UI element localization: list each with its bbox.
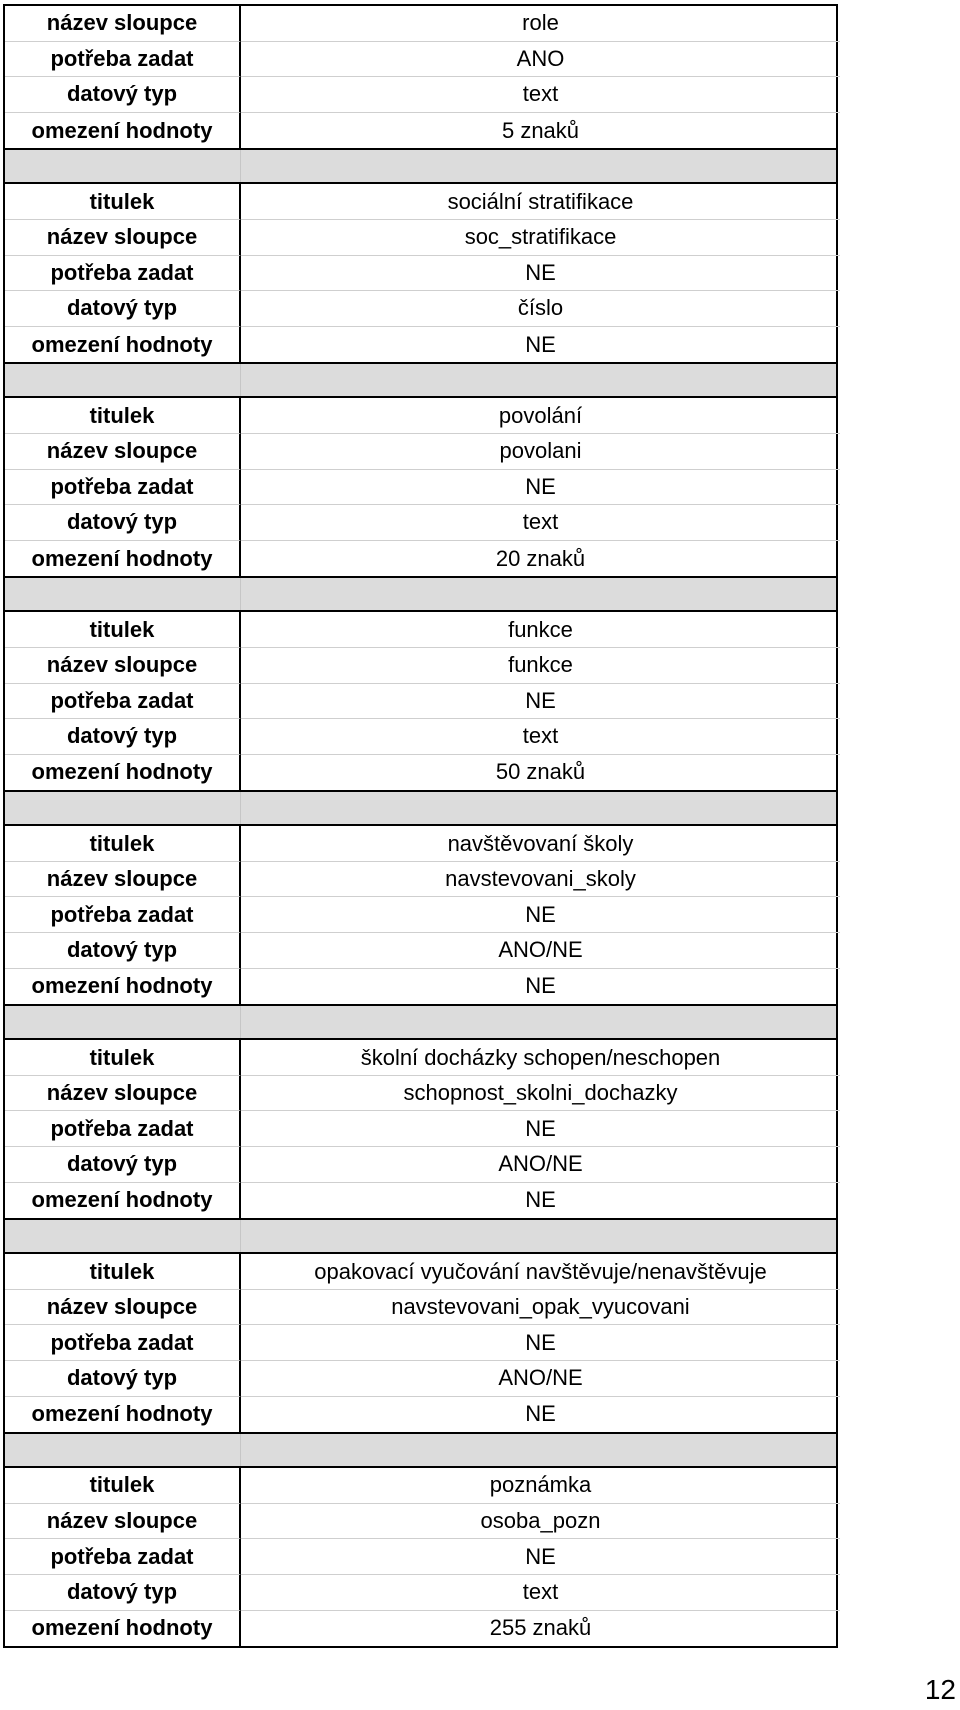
row-label: potřeba zadat (5, 42, 241, 78)
row-label: název sloupce (5, 1504, 241, 1540)
row-label: titulek (5, 1468, 241, 1504)
row-label: titulek (5, 826, 241, 862)
row-value: NE (241, 470, 840, 506)
row-label: omezení hodnoty (5, 1611, 241, 1647)
row-label: datový typ (5, 1575, 241, 1611)
row-label: potřeba zadat (5, 684, 241, 720)
row-value: ANO/NE (241, 1361, 840, 1397)
row-label: název sloupce (5, 434, 241, 470)
row-value: 50 znaků (495, 759, 586, 785)
row-value: povolani (241, 434, 840, 470)
field-block (3, 612, 838, 792)
row-value: ANO/NE (241, 933, 840, 969)
row-label: název sloupce (5, 648, 241, 684)
block-separator (3, 364, 838, 398)
row-value: schopnost_skolni_dochazky (241, 1076, 840, 1112)
row-value: poznámka (241, 1468, 840, 1504)
row-label: titulek (5, 184, 241, 220)
row-value: NE (241, 1539, 840, 1575)
row-label: omezení hodnoty (5, 1397, 241, 1433)
row-value: NE (241, 897, 840, 933)
row-value: navštěvovaní školy (241, 826, 840, 862)
row-label: titulek (5, 1040, 241, 1076)
row-label: potřeba zadat (5, 470, 241, 506)
row-label: omezení hodnoty (5, 327, 241, 363)
row-value: 5 znaků (501, 117, 580, 143)
row-label: datový typ (5, 505, 241, 541)
row-value: funkce (241, 612, 840, 648)
row-value: navstevovani_opak_vyucovani (241, 1290, 840, 1326)
row-label: datový typ (5, 1361, 241, 1397)
row-label: název sloupce (5, 862, 241, 898)
row-value: povolání (241, 398, 840, 434)
row-value: NE (525, 973, 556, 999)
row-value: NE (241, 1111, 840, 1147)
field-block (3, 1040, 838, 1220)
row-label: potřeba zadat (5, 256, 241, 292)
field-block (3, 398, 838, 578)
row-label: potřeba zadat (5, 1539, 241, 1575)
row-label: datový typ (5, 291, 241, 327)
row-value: funkce (241, 648, 840, 684)
row-value: 20 znaků (495, 545, 586, 571)
row-label: název sloupce (5, 6, 241, 42)
block-separator (3, 1220, 838, 1254)
field-definition-table (3, 4, 838, 1648)
block-separator (3, 578, 838, 612)
row-value: opakovací vyučování navštěvuje/nenavštěvuje (241, 1254, 840, 1290)
row-label: datový typ (5, 77, 241, 113)
row-value: role (241, 6, 840, 42)
row-value: školní docházky schopen/neschopen (241, 1040, 840, 1076)
row-label: datový typ (5, 719, 241, 755)
block-separator (3, 792, 838, 826)
field-block (3, 1254, 838, 1434)
row-label: potřeba zadat (5, 897, 241, 933)
row-label: omezení hodnoty (5, 113, 241, 149)
row-value: NE (525, 1401, 556, 1427)
row-label: potřeba zadat (5, 1325, 241, 1361)
row-value: číslo (241, 291, 840, 327)
row-value: osoba_pozn (241, 1504, 840, 1540)
row-label: název sloupce (5, 220, 241, 256)
row-label: potřeba zadat (5, 1111, 241, 1147)
field-block (3, 184, 838, 364)
row-value: sociální stratifikace (241, 184, 840, 220)
block-separator (3, 1006, 838, 1040)
row-value: text (241, 719, 840, 755)
row-value: ANO (241, 42, 840, 78)
field-block (3, 826, 838, 1006)
field-block (3, 4, 838, 150)
row-value: NE (525, 1187, 556, 1213)
row-label: titulek (5, 398, 241, 434)
row-label: datový typ (5, 1147, 241, 1183)
row-label: titulek (5, 612, 241, 648)
row-label: název sloupce (5, 1290, 241, 1326)
row-value: ANO/NE (241, 1147, 840, 1183)
row-label: omezení hodnoty (5, 1183, 241, 1219)
row-value: NE (241, 1325, 840, 1361)
row-value: 255 znaků (489, 1615, 592, 1641)
block-separator (3, 1434, 838, 1468)
field-block (3, 1468, 838, 1648)
row-label: omezení hodnoty (5, 755, 241, 791)
row-value: navstevovani_skoly (241, 862, 840, 898)
row-label: omezení hodnoty (5, 541, 241, 577)
row-label: titulek (5, 1254, 241, 1290)
row-value: NE (525, 331, 556, 357)
page-number: 12 (924, 1674, 956, 1705)
block-separator (3, 150, 838, 184)
row-label: omezení hodnoty (5, 969, 241, 1005)
row-label: název sloupce (5, 1076, 241, 1112)
row-value: text (241, 77, 840, 113)
row-value: text (241, 1575, 840, 1611)
row-label: datový typ (5, 933, 241, 969)
row-value: NE (241, 684, 840, 720)
row-value: text (241, 505, 840, 541)
row-value: NE (241, 256, 840, 292)
row-value: soc_stratifikace (241, 220, 840, 256)
